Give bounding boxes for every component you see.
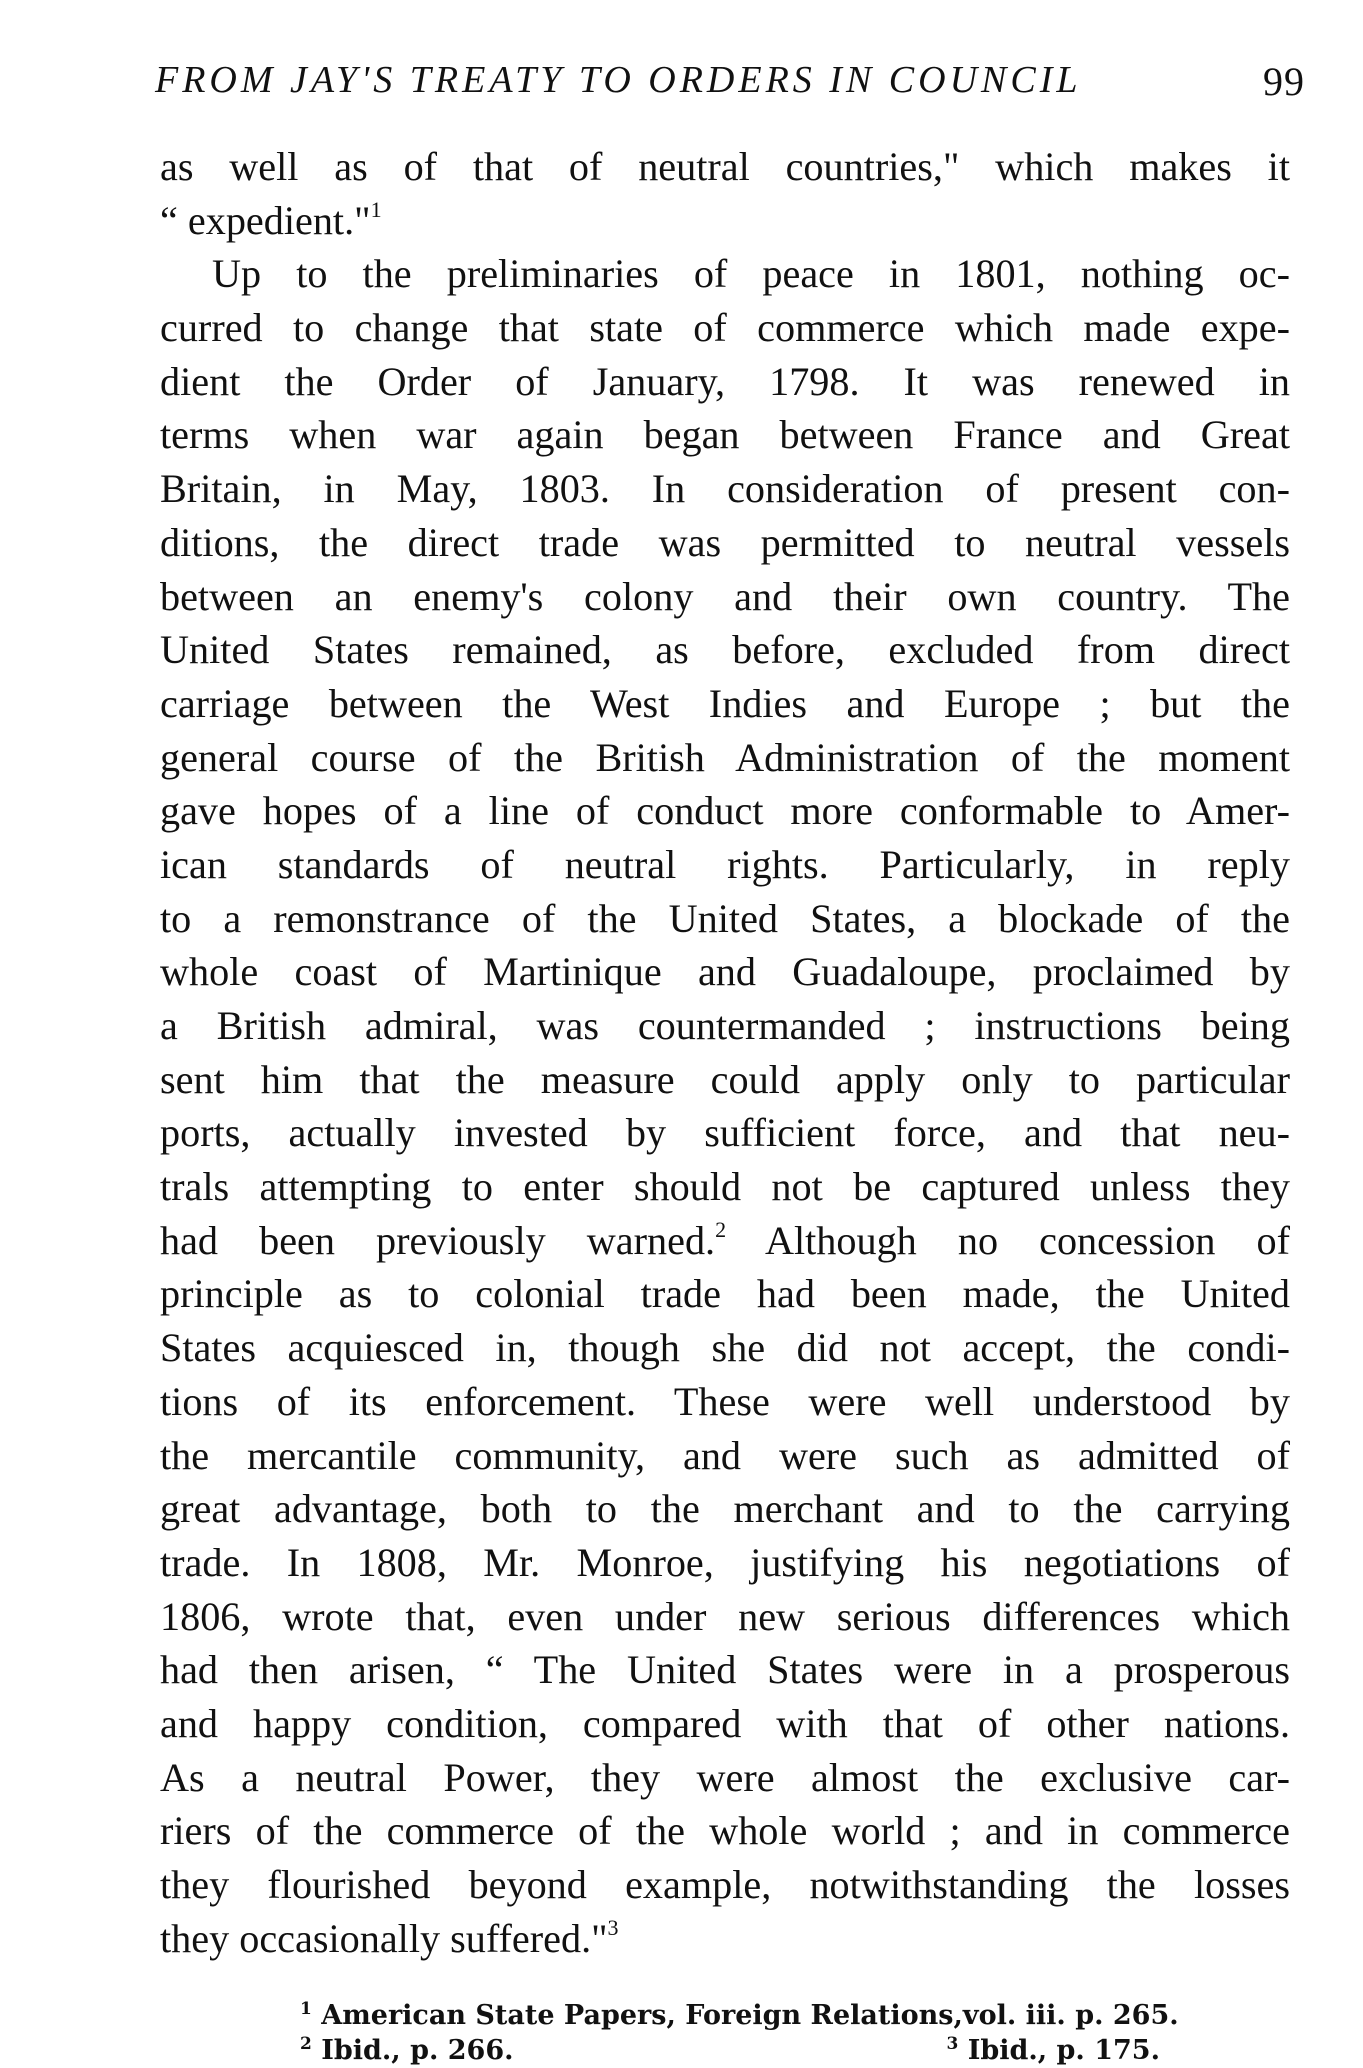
text-line-content: dient the Order of January, 1798. It was renewed in	[160, 358, 1290, 404]
text-line	[160, 1912, 1290, 1966]
text-line	[160, 516, 1290, 570]
text-line-content: principle as to colonial trade had been made, the United	[160, 1271, 1290, 1317]
text-line-content: the mercantile community, and were such as admitted of	[160, 1432, 1290, 1478]
footnote-1-reference: vol. iii. p. 265.	[962, 2000, 1179, 2031]
text-line	[160, 247, 1290, 301]
text-line	[160, 838, 1290, 892]
text-line	[160, 1590, 1290, 1644]
text-line-content: riers of the commerce of the whole world ; and in commerce	[160, 1808, 1290, 1854]
text-line-content: to a remonstrance of the United States, a blockade of the	[160, 895, 1290, 941]
running-header	[155, 58, 1305, 118]
text-line	[160, 1053, 1290, 1107]
text-line-content: United States remained, as before, excluded from direct	[160, 627, 1290, 673]
running-title: FROM JAY'S TREATY TO ORDERS IN COUNCIL	[155, 59, 1082, 101]
text-line-content: they occasionally suffered."	[160, 1915, 608, 1961]
text-line	[160, 892, 1290, 946]
footnote-1	[300, 1998, 1179, 2033]
text-line-content: ican standards of neutral rights. Particularly, in reply	[160, 841, 1290, 887]
text-line-content: had then arisen, “ The United States were in a prosperous	[160, 1647, 1290, 1693]
text-line	[160, 1106, 1290, 1160]
footnote-3	[946, 2033, 1160, 2068]
body-text	[160, 140, 1290, 1965]
text-line-content: curred to change that state of commerce which made expe-	[160, 305, 1290, 351]
text-line	[160, 677, 1290, 731]
text-line	[160, 1429, 1290, 1483]
text-line	[160, 462, 1290, 516]
text-line-content: had been previously warned.	[160, 1217, 716, 1263]
text-line-content: a British admiral, was countermanded ; instructions being	[160, 1003, 1290, 1048]
footnote-marker: 3	[607, 1914, 619, 1940]
footnote-marker: 1	[370, 196, 382, 222]
text-line	[160, 408, 1290, 462]
text-line-content: States acquiesced in, though she did not accept, the condi-	[160, 1325, 1290, 1371]
text-line-content: trade. In 1808, Mr. Monroe, justifying his negotiations of	[160, 1539, 1290, 1585]
page-number: 99	[1263, 59, 1305, 104]
footnote-marker: 2	[715, 1216, 727, 1242]
footnote-2-mark: 2	[300, 2034, 312, 2054]
text-line	[160, 784, 1290, 838]
footnote-row-2-3	[300, 2033, 1160, 2068]
text-line-content: “ expedient."	[160, 197, 371, 243]
text-line-content: sent him that the measure could apply only to particular	[160, 1056, 1290, 1102]
text-line-content: ports, actually invested by sufficient force, and that neu-	[160, 1110, 1290, 1156]
text-line	[160, 1804, 1290, 1858]
text-line	[160, 1321, 1290, 1375]
footnote-3-mark: 3	[946, 2034, 959, 2054]
text-line	[160, 1267, 1290, 1321]
footnote-1-mark: 1	[300, 1999, 312, 2019]
text-line-content: gave hopes of a line of conduct more conformable to Amer-	[160, 788, 1290, 834]
text-line-content: Up to the preliminaries of peace in 1801, nothing oc-	[212, 251, 1290, 297]
text-line	[160, 731, 1290, 785]
footnote-2	[300, 2033, 514, 2068]
text-line-content: carriage between the West Indies and Europe ; but the	[160, 680, 1290, 726]
text-line	[160, 301, 1290, 355]
text-line-content: and happy condition, compared with that of other nations.	[160, 1700, 1290, 1746]
text-line-content: As a neutral Power, they were almost the exclusive car-	[160, 1754, 1290, 1800]
text-line	[160, 1536, 1290, 1590]
text-line	[160, 570, 1290, 624]
text-line-content: ditions, the direct trade was permitted to neutral vessels	[160, 519, 1290, 565]
footnotes	[300, 1998, 1179, 2068]
text-line	[160, 1160, 1290, 1214]
text-line-content: between an enemy's colony and their own country. The	[160, 573, 1290, 619]
text-line	[160, 140, 1290, 194]
text-line-content: terms when war again began between France and Great	[160, 412, 1290, 458]
text-line-content: trals attempting to enter should not be captured unless they	[160, 1164, 1290, 1210]
text-line	[160, 1482, 1290, 1536]
text-line	[160, 1375, 1290, 1429]
text-line	[160, 1858, 1290, 1912]
text-line	[160, 1751, 1290, 1805]
text-line	[160, 1214, 1290, 1268]
text-line	[160, 623, 1290, 677]
text-line-content: great advantage, both to the merchant and to the carrying	[160, 1486, 1290, 1532]
text-line	[160, 355, 1290, 409]
text-line	[160, 945, 1290, 999]
text-line-content: tions of its enforcement. These were well understood by	[160, 1378, 1290, 1424]
footnote-3-text: Ibid., p. 175.	[967, 2035, 1160, 2066]
text-line	[160, 999, 1290, 1053]
text-line-content: 1806, wrote that, even under new serious differences which	[160, 1593, 1290, 1639]
footnote-1-source: American State Papers, Foreign Relations,	[321, 2000, 963, 2031]
text-line	[160, 194, 1290, 248]
text-line-content: as well as of that of neutral countries," which makes it	[160, 144, 1290, 189]
text-line-content: they flourished beyond example, notwithstanding the losses	[160, 1862, 1290, 1907]
text-line	[160, 1643, 1290, 1697]
text-line-content: whole coast of Martinique and Guadaloupe, proclaimed by	[160, 949, 1290, 995]
footnote-2-text: Ibid., p. 266.	[321, 2035, 514, 2066]
text-line-content: general course of the British Administration of the moment	[160, 734, 1290, 780]
text-line-content: Britain, in May, 1803. In consideration of present con-	[160, 466, 1290, 512]
text-line	[160, 1697, 1290, 1751]
text-line-continuation: Although no concession of	[726, 1217, 1290, 1263]
